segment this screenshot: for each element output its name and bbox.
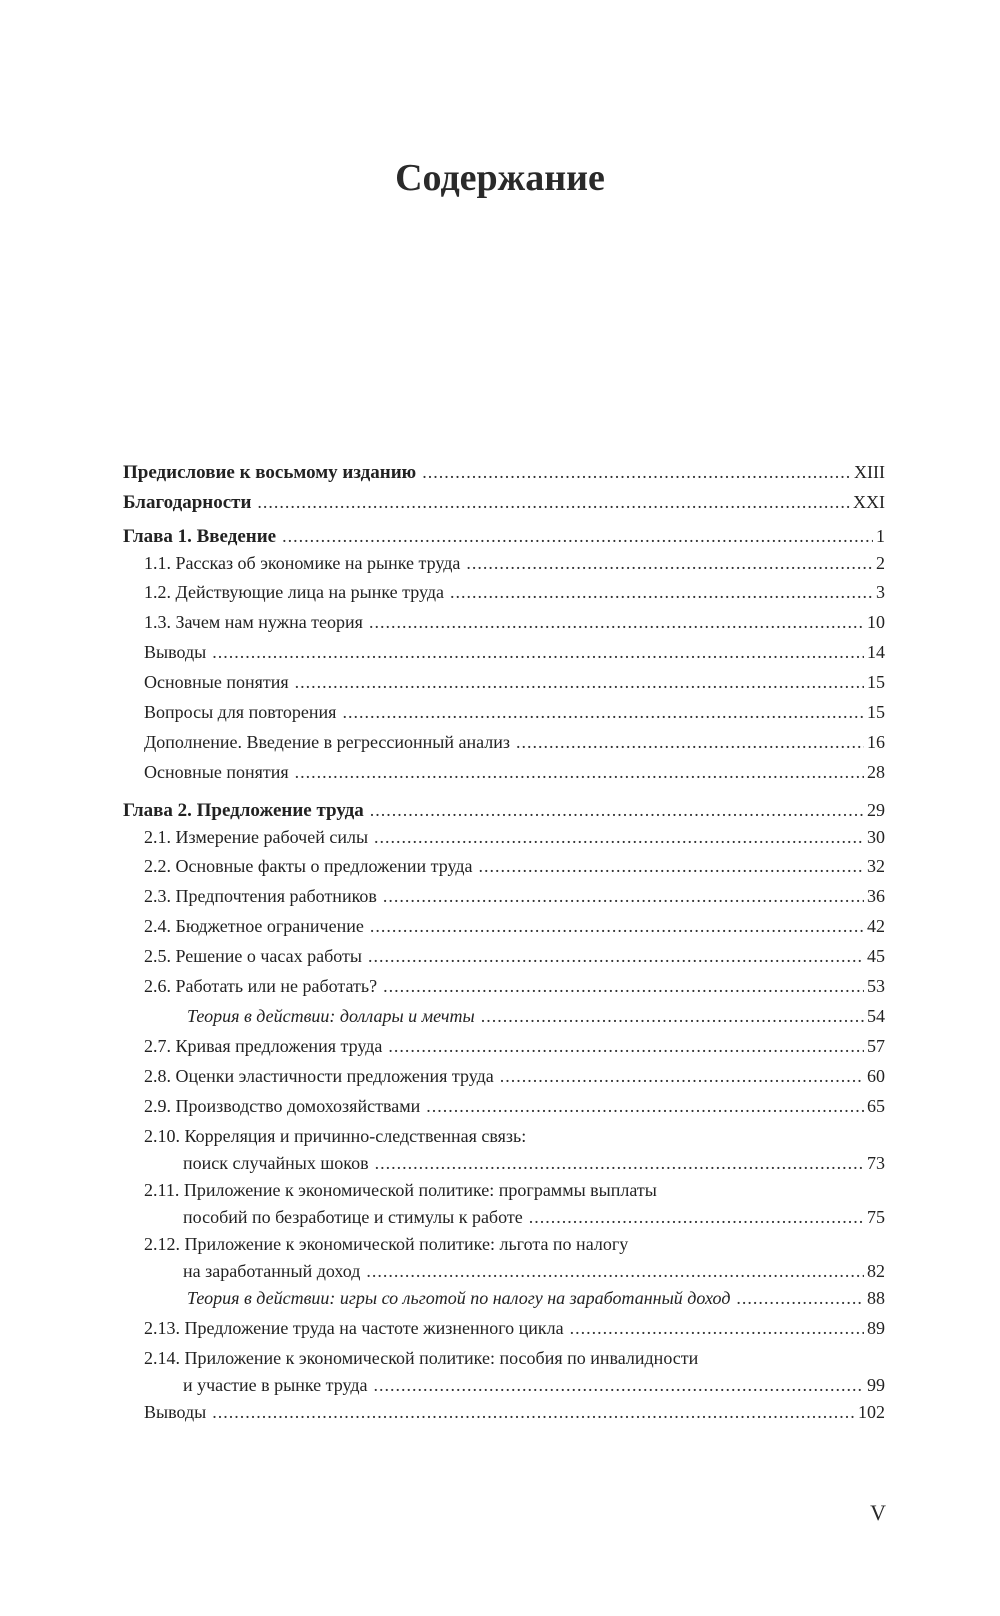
toc-entry-preface[interactable] (123, 461, 885, 484)
toc-entry-page: 30 (867, 827, 885, 847)
toc-entry-label: и участие в рынке труда (183, 1375, 368, 1395)
toc-entry-ch1-key-concepts[interactable] (144, 671, 885, 693)
leader-dots (368, 945, 864, 967)
toc-entry-ch1-summary[interactable] (144, 641, 885, 663)
toc-entry-label: Выводы (144, 642, 207, 662)
leader-dots (212, 1401, 855, 1423)
toc-entry-2-10[interactable] (144, 1125, 885, 1174)
toc-entry-page: 2 (876, 553, 885, 573)
toc-entry-2-3[interactable] (144, 885, 885, 907)
toc-entry-label: Теория в действии: доллары и мечты (187, 1006, 475, 1026)
toc-entry-label: Выводы (144, 1402, 207, 1422)
toc-entry-page: 73 (867, 1153, 885, 1173)
table-of-contents (123, 0, 885, 1616)
toc-entry-label: Дополнение. Введение в регрессионный анализ (144, 732, 510, 752)
leader-dots (529, 1206, 864, 1228)
toc-entry-label: 2.13. Предложение труда на частоте жизненного цикла (144, 1318, 564, 1338)
leader-dots (295, 761, 864, 783)
leader-dots (422, 461, 851, 483)
toc-entry-label-line1: 2.12. Приложение к экономической политике: льгота по налогу (144, 1234, 629, 1254)
toc-entry-2-1[interactable] (144, 826, 885, 848)
leader-dots (374, 826, 864, 848)
toc-entry-label-line1: 2.10. Корреляция и причинно-следственная связь: (144, 1126, 527, 1146)
toc-entry-label: 2.9. Производство домохозяйствами (144, 1096, 421, 1116)
leader-dots (383, 975, 864, 997)
toc-entry-label: 2.8. Оценки эластичности предложения труда (144, 1066, 494, 1086)
toc-entry-label: 1.1. Рассказ об экономике на рынке труда (144, 553, 461, 573)
leader-dots (383, 885, 864, 907)
leader-dots (478, 855, 864, 877)
leader-dots (500, 1065, 864, 1087)
toc-entry-page: 36 (867, 886, 885, 906)
toc-entry-page: 60 (867, 1066, 885, 1086)
toc-entry-2-7[interactable] (144, 1035, 885, 1057)
toc-entry-page: 102 (858, 1402, 885, 1422)
leader-dots (388, 1035, 864, 1057)
toc-entry-label: 2.7. Кривая предложения труда (144, 1036, 383, 1056)
toc-entry-ch1-appendix[interactable] (144, 731, 885, 753)
page-number: V (870, 1500, 886, 1525)
toc-entry-label: Основные понятия (144, 762, 289, 782)
toc-entry-2-11[interactable] (144, 1179, 885, 1228)
leader-dots (374, 1374, 864, 1396)
leader-dots (366, 1260, 864, 1282)
toc-entry-1-2[interactable] (144, 581, 885, 603)
toc-entry-label: Благодарности (123, 492, 252, 513)
toc-entry-page: 3 (876, 582, 885, 602)
leader-dots (295, 671, 864, 693)
toc-entry-page: 15 (867, 702, 885, 722)
toc-entry-2-9[interactable] (144, 1095, 885, 1117)
toc-entry-chapter-2[interactable] (123, 799, 885, 822)
toc-entry-page: 28 (867, 762, 885, 782)
toc-entry-label: 1.2. Действующие лица на рынке труда (144, 582, 445, 602)
toc-entry-page: 10 (867, 612, 885, 632)
toc-entry-page: 32 (867, 856, 885, 876)
toc-entry-label: на заработанный доход (183, 1261, 361, 1281)
toc-entry-ch1-appendix-concepts[interactable] (144, 761, 885, 783)
leader-dots (516, 731, 864, 753)
leader-dots (370, 915, 864, 937)
toc-entry-label: Вопросы для повторения (144, 702, 337, 722)
leader-dots (736, 1287, 864, 1309)
toc-entry-page: 65 (867, 1096, 885, 1116)
leader-dots (370, 799, 864, 821)
toc-entry-ch1-review-questions[interactable] (144, 701, 885, 723)
leader-dots (342, 701, 864, 723)
toc-entry-page: 53 (867, 976, 885, 996)
toc-entry-2-14[interactable] (144, 1347, 885, 1396)
toc-entry-page: 42 (867, 916, 885, 936)
toc-entry-page: 99 (867, 1375, 885, 1395)
leader-dots (466, 552, 873, 574)
toc-entry-theory-in-action-2[interactable] (187, 1287, 885, 1309)
leader-dots (257, 491, 850, 513)
toc-entry-theory-in-action-1[interactable] (187, 1005, 885, 1027)
leader-dots (426, 1095, 864, 1117)
toc-entry-page: 89 (867, 1318, 885, 1338)
toc-entry-chapter-1[interactable] (123, 525, 885, 548)
toc-entry-page: 14 (867, 642, 885, 662)
toc-entry-label: Глава 1. Введение (123, 526, 277, 547)
toc-entry-2-4[interactable] (144, 915, 885, 937)
leader-dots (369, 611, 864, 633)
toc-entry-page: XIII (854, 462, 885, 482)
toc-entry-2-2[interactable] (144, 855, 885, 877)
leader-dots (375, 1152, 864, 1174)
toc-entry-1-1[interactable] (144, 552, 885, 574)
leader-dots (212, 641, 864, 663)
toc-entry-page: 45 (867, 946, 885, 966)
toc-entry-page: 15 (867, 672, 885, 692)
toc-entry-page: 16 (867, 732, 885, 752)
toc-entry-2-8[interactable] (144, 1065, 885, 1087)
toc-entry-acknowledgements[interactable] (123, 491, 885, 514)
toc-entry-label: поиск случайных шоков (183, 1153, 369, 1173)
toc-entry-page: 75 (867, 1207, 885, 1227)
toc-entry-label: Теория в действии: игры со льготой по налогу на заработанный доход (187, 1288, 731, 1308)
toc-entry-page: 57 (867, 1036, 885, 1056)
toc-entry-label: Предисловие к восьмому изданию (123, 462, 417, 483)
toc-entry-page: 88 (867, 1288, 885, 1308)
toc-entry-label: Основные понятия (144, 672, 289, 692)
toc-entry-label: пособий по безработице и стимулы к работе (183, 1207, 523, 1227)
toc-entry-ch2-summary[interactable] (144, 1401, 885, 1423)
toc-entry-label: 2.1. Измерение рабочей силы (144, 827, 369, 847)
toc-entry-1-3[interactable] (144, 611, 885, 633)
toc-entry-2-6[interactable] (144, 975, 885, 997)
leader-dots (570, 1317, 864, 1339)
toc-entry-page: 54 (867, 1006, 885, 1026)
toc-entry-2-13[interactable] (144, 1317, 885, 1339)
toc-entry-label-line1: 2.11. Приложение к экономической политике: программы выплаты (144, 1180, 657, 1200)
leader-dots (481, 1005, 864, 1027)
toc-entry-2-5[interactable] (144, 945, 885, 967)
toc-entry-label: 2.6. Работать или не работать? (144, 976, 378, 996)
toc-entry-page: XXI (853, 492, 885, 512)
toc-entry-label-line1: 2.14. Приложение к экономической политике: пособия по инвалидности (144, 1348, 699, 1368)
toc-entry-label: Глава 2. Предложение труда (123, 800, 364, 821)
toc-entry-label: 2.4. Бюджетное ограничение (144, 916, 364, 936)
toc-entry-label: 2.5. Решение о часах работы (144, 946, 362, 966)
page-title: Содержание (395, 157, 605, 199)
toc-entry-label: 2.2. Основные факты о предложении труда (144, 856, 473, 876)
toc-entry-page: 82 (867, 1261, 885, 1281)
toc-entry-label: 1.3. Зачем нам нужна теория (144, 612, 363, 632)
toc-entry-2-12[interactable] (144, 1233, 885, 1282)
leader-dots (450, 581, 873, 603)
leader-dots (282, 525, 873, 547)
toc-entry-label: 2.3. Предпочтения работников (144, 886, 377, 906)
toc-entry-page: 1 (876, 526, 885, 546)
toc-entry-page: 29 (867, 800, 885, 820)
